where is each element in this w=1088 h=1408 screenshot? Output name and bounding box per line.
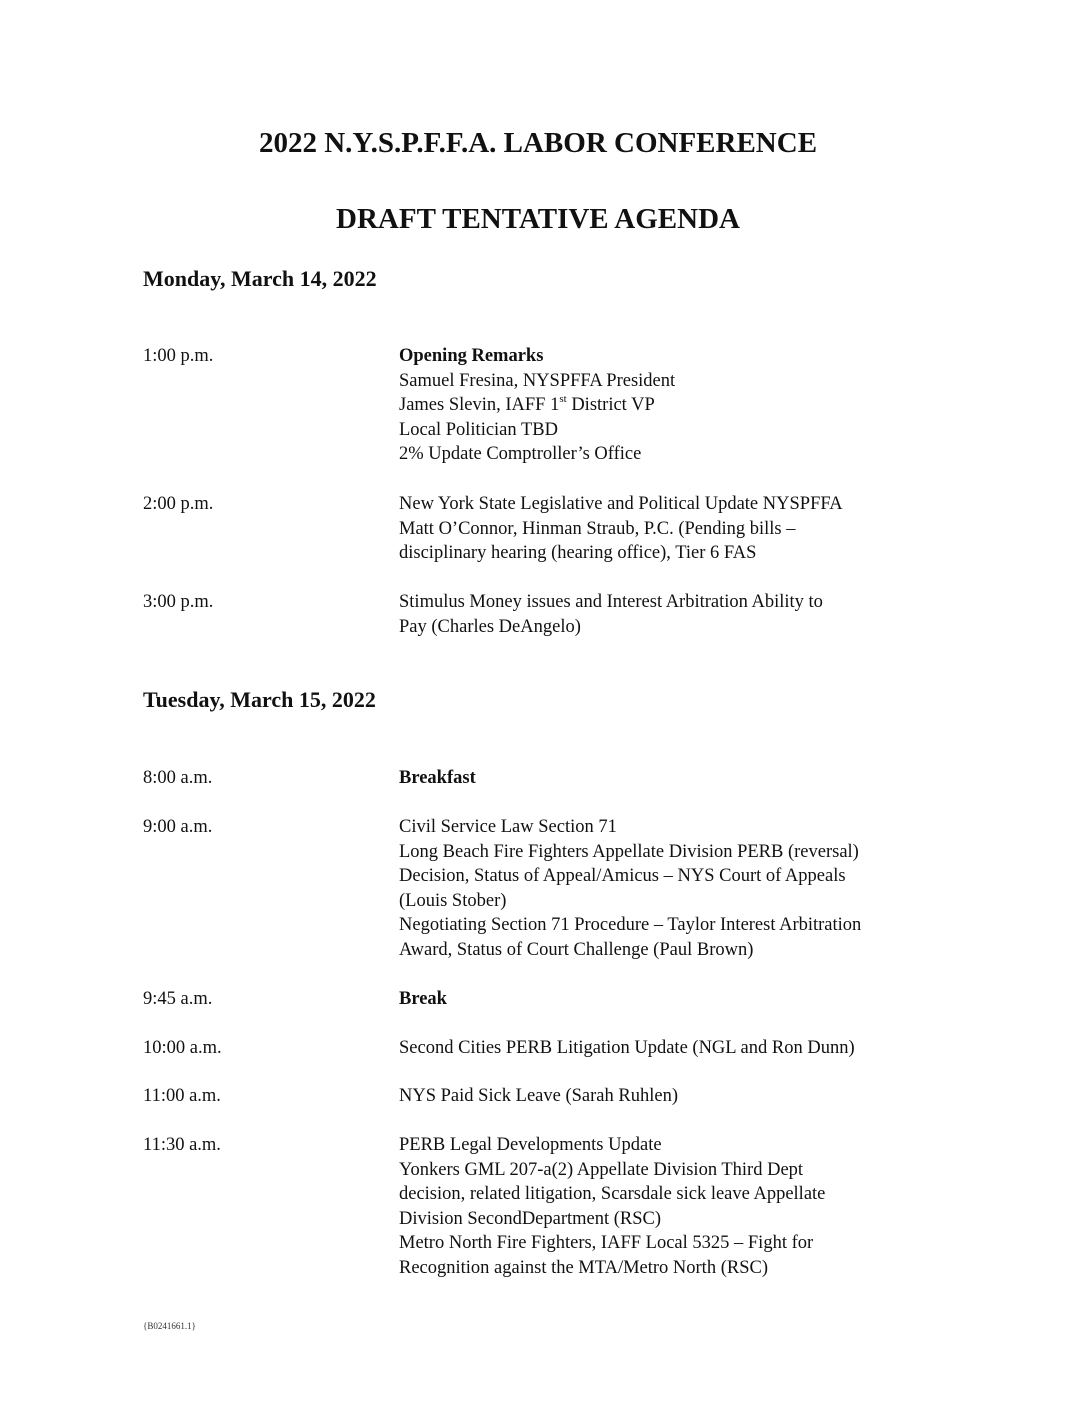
agenda-line: Breakfast (399, 768, 476, 788)
agenda-line-text: District VP (566, 395, 655, 415)
agenda-line: PERB Legal Developments Update (399, 1135, 662, 1155)
agenda-line: Local Politician TBD (399, 419, 558, 440)
agenda-line: NYS Paid Sick Leave (Sarah Ruhlen) (399, 1086, 678, 1106)
agenda-description (399, 1036, 959, 1061)
agenda-time: 10:00 a.m. (143, 1038, 222, 1058)
agenda-line: Metro North Fire Fighters, IAFF Local 5325 – Fight for (399, 1233, 814, 1253)
agenda-time: 2:00 p.m. (143, 494, 214, 514)
agenda-line: Samuel Fresina, NYSPFFA President (399, 370, 676, 391)
agenda-line: Civil Service Law Section 71 (399, 817, 617, 837)
agenda-description (399, 1133, 959, 1280)
agenda-line: Long Beach Fire Fighters Appellate Division PERB (reversal) (399, 841, 859, 862)
agenda-description (399, 590, 959, 639)
agenda-description (399, 815, 959, 962)
day-heading: Monday, March 14, 2022 (143, 266, 377, 291)
document-title: 2022 N.Y.S.P.F.F.A. LABOR CONFERENCE (258, 127, 818, 159)
document-footer-code: {B0241661.1} (143, 1321, 196, 1331)
agenda-description (399, 987, 959, 1012)
agenda-time: 9:45 a.m. (143, 989, 213, 1009)
agenda-line: Matt O’Connor, Hinman Straub, P.C. (Pending bills – (399, 518, 796, 539)
agenda-line: Negotiating Section 71 Procedure – Taylor Interest Arbitration (399, 915, 862, 935)
agenda-time: 8:00 a.m. (143, 768, 213, 788)
agenda-line: Second Cities PERB Litigation Update (NGL and Ron Dunn) (399, 1038, 855, 1058)
agenda-time: 9:00 a.m. (143, 817, 213, 837)
agenda-line: New York State Legislative and Political Update NYSPFFA (399, 494, 843, 514)
agenda-time: 1:00 p.m. (143, 346, 214, 366)
agenda-description (399, 344, 959, 467)
document-subtitle: DRAFT TENTATIVE AGENDA (336, 203, 740, 235)
agenda-line: Award, Status of Court Challenge (Paul Brown) (399, 939, 754, 960)
agenda-line: 2% Update Comptroller’s Office (399, 444, 642, 464)
agenda-line: (Louis Stober) (399, 890, 507, 911)
agenda-line: Division SecondDepartment (RSC) (399, 1208, 662, 1229)
agenda-line: Recognition against the MTA/Metro North (RSC) (399, 1257, 768, 1278)
agenda-line-text: James Slevin, IAFF 1 (399, 395, 560, 415)
agenda-time: 3:00 p.m. (143, 592, 214, 612)
agenda-line: Opening Remarks (399, 346, 544, 366)
agenda-line: Stimulus Money issues and Interest Arbitration Ability to (399, 592, 823, 612)
agenda-line: Break (399, 989, 447, 1009)
agenda-line: disciplinary hearing (hearing office), Tier 6 FAS (399, 543, 757, 563)
agenda-line (399, 393, 959, 418)
agenda-time: 11:30 a.m. (143, 1135, 221, 1155)
agenda-line: Decision, Status of Appeal/Amicus – NYS Court of Appeals (399, 866, 846, 886)
agenda-time: 11:00 a.m. (143, 1086, 221, 1106)
agenda-line: decision, related litigation, Scarsdale sick leave Appellate (399, 1184, 826, 1204)
agenda-line: Pay (Charles DeAngelo) (399, 616, 581, 637)
agenda-description (399, 492, 959, 566)
ordinal-superscript: st (559, 392, 567, 405)
agenda-description (399, 766, 959, 791)
day-heading: Tuesday, March 15, 2022 (143, 687, 376, 712)
agenda-description (399, 1084, 959, 1109)
agenda-line: Yonkers GML 207-a(2) Appellate Division Third Dept (399, 1159, 804, 1180)
